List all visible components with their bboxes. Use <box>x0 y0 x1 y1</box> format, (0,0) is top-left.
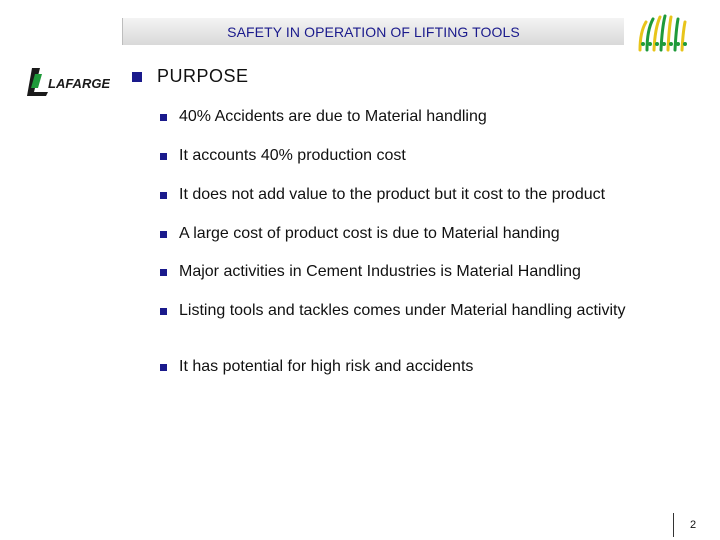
list-item <box>160 358 680 376</box>
list-item <box>160 108 680 126</box>
lafarge-logo-icon <box>26 66 110 98</box>
list-item-text: 40% Accidents are due to Material handling <box>179 108 487 125</box>
square-bullet-icon <box>160 364 167 371</box>
list-item-text: It does not add value to the product but it cost to the product <box>179 186 606 203</box>
square-bullet-icon <box>160 153 167 160</box>
heading-bullet-icon <box>132 72 142 82</box>
lafarge-logo <box>26 66 110 98</box>
people-arc-logo <box>634 14 692 54</box>
list-item <box>160 263 680 281</box>
section-heading <box>132 66 249 87</box>
page-number: 2 <box>690 519 697 531</box>
list-item-text: Major activities in Cement Industries is Material Handling <box>179 263 581 280</box>
slide-title: SAFETY IN OPERATION OF LIFTING TOOLS <box>227 23 520 40</box>
square-bullet-icon <box>160 231 167 238</box>
section-heading-text: PURPOSE <box>157 66 249 86</box>
list-item <box>160 147 680 165</box>
people-arc-logo-icon <box>634 14 692 54</box>
square-bullet-icon <box>160 114 167 121</box>
list-item-text: A large cost of product cost is due to Material handing <box>179 225 560 242</box>
square-bullet-icon <box>160 269 167 276</box>
list-item-text: It accounts 40% production cost <box>179 147 406 164</box>
list-item <box>160 302 640 320</box>
footer-divider <box>673 513 674 537</box>
list-item <box>160 225 680 243</box>
list-item-text: It has potential for high risk and accidents <box>179 358 474 375</box>
square-bullet-icon <box>160 308 167 315</box>
square-bullet-icon <box>160 192 167 199</box>
list-item-text: Listing tools and tackles comes under Material handling activity <box>179 302 626 319</box>
slide-title-bar <box>122 18 624 45</box>
lafarge-logo-text: LAFARGE <box>48 76 110 91</box>
list-item <box>160 186 680 204</box>
